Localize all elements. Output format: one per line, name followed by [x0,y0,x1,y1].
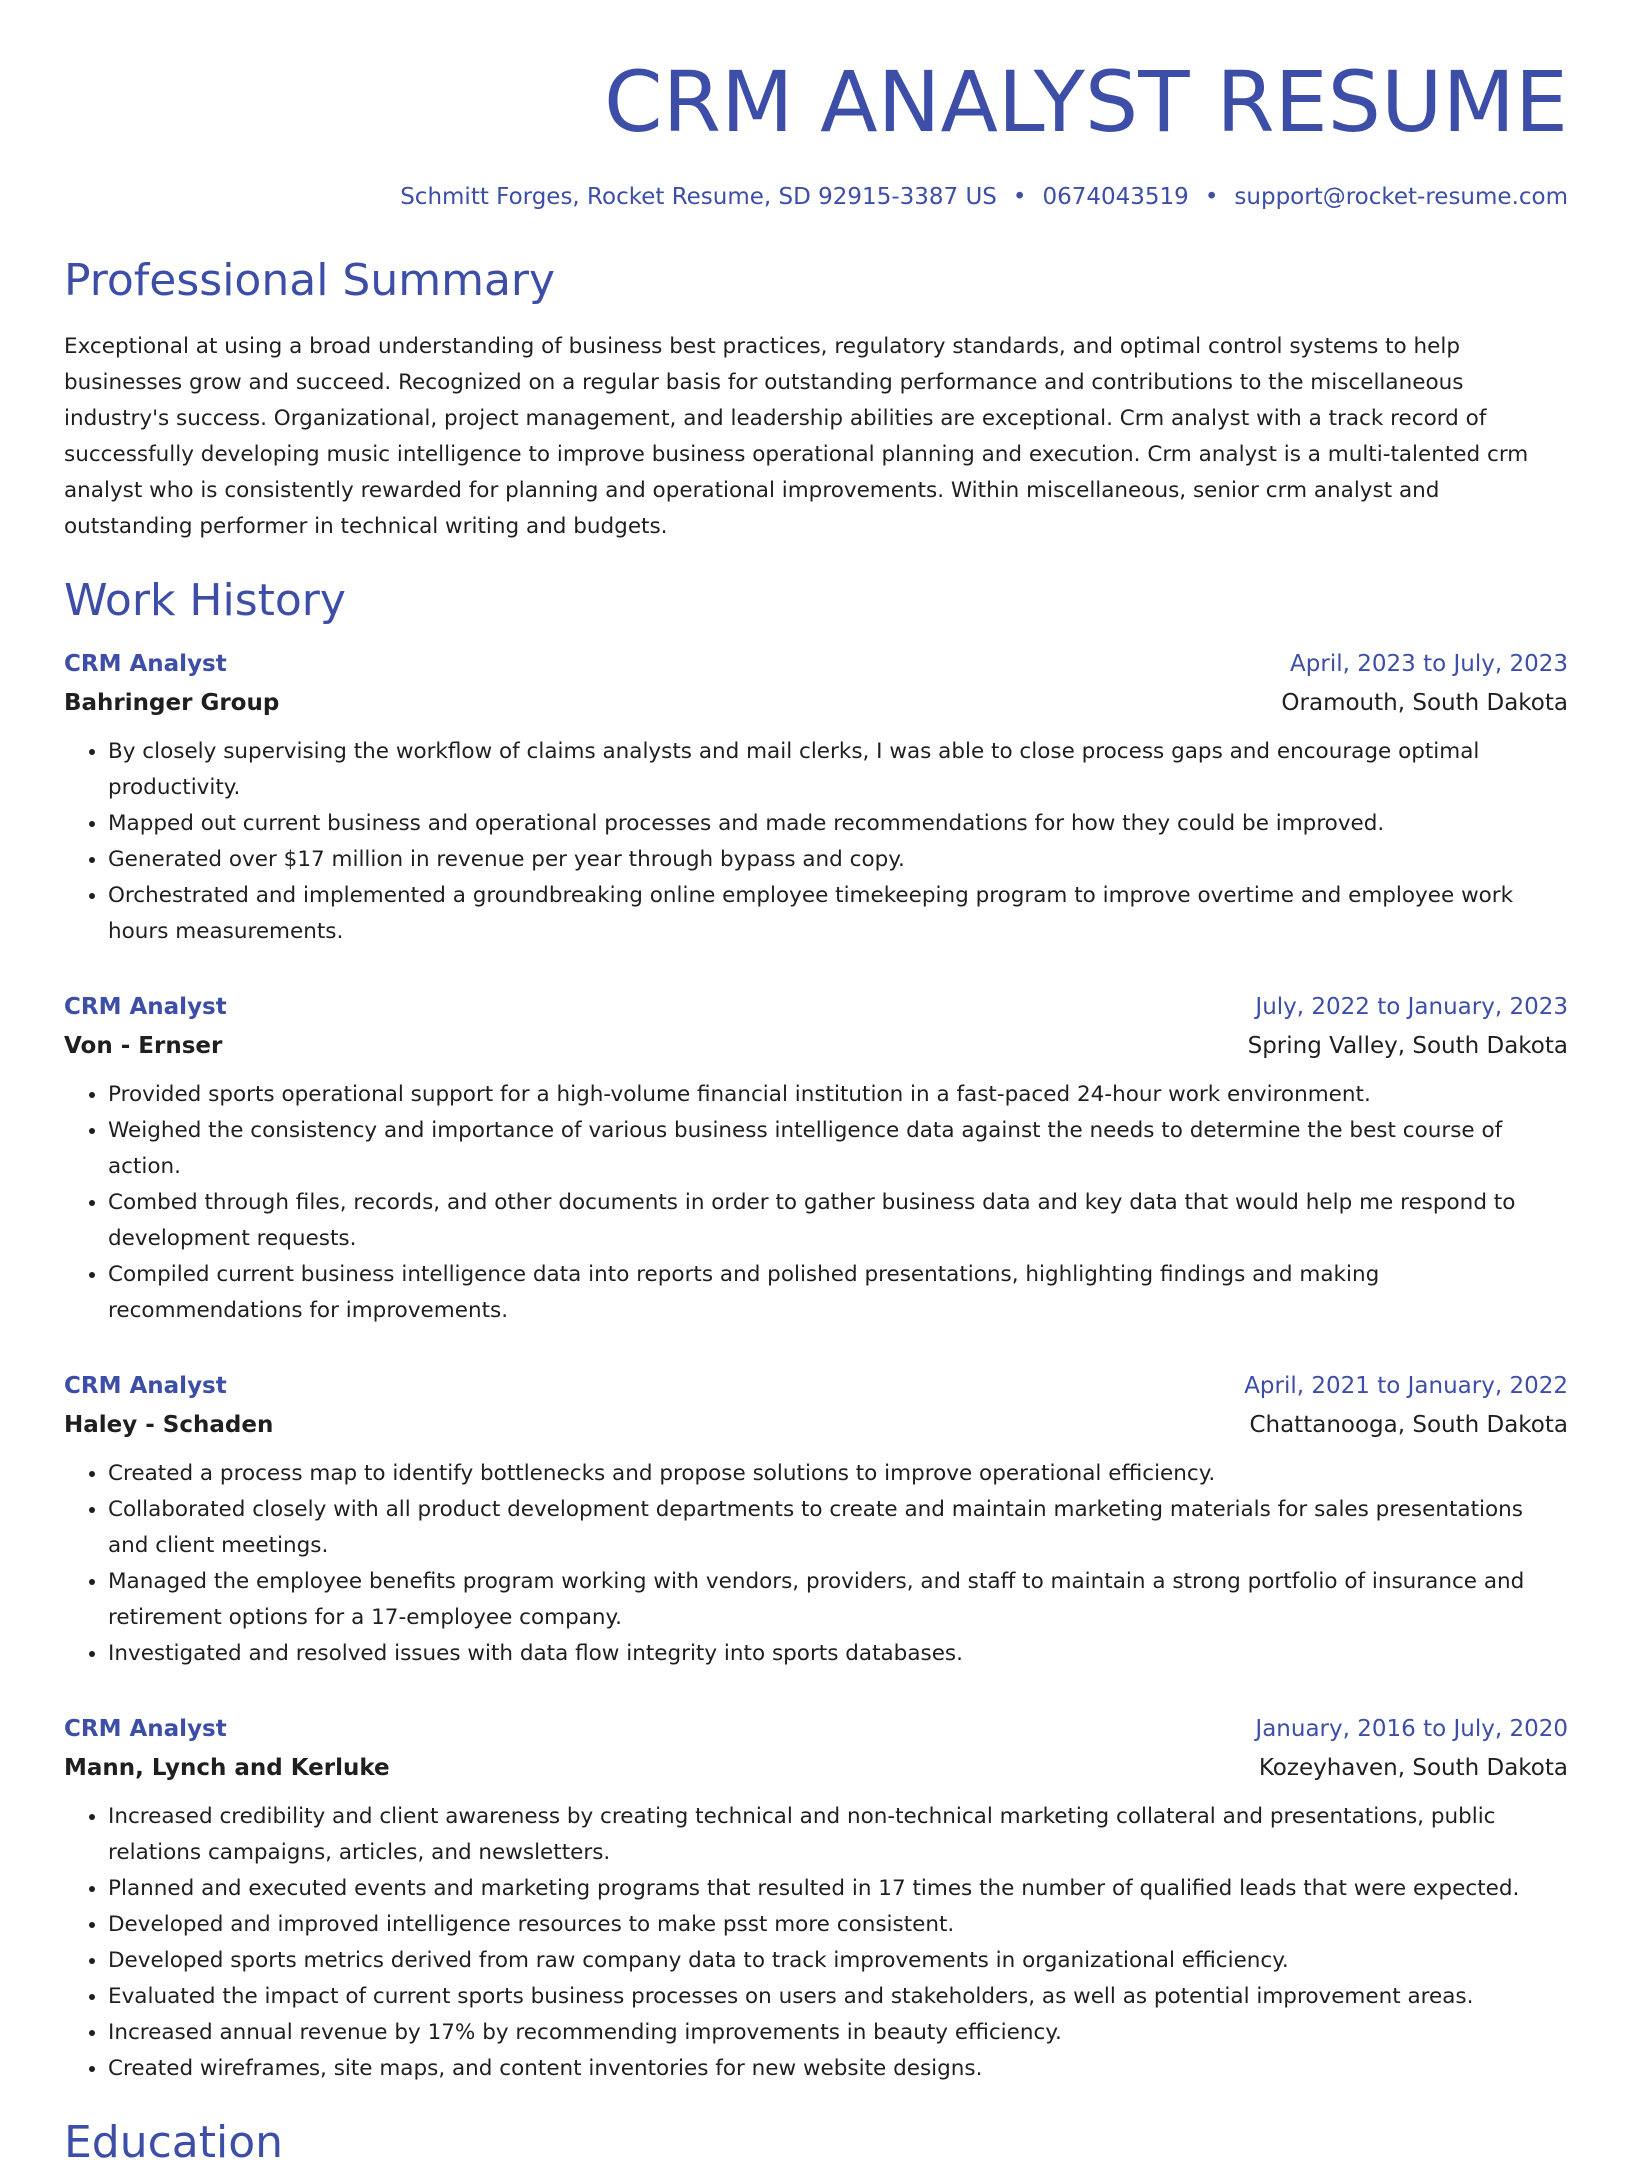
job-location: Spring Valley, South Dakota [1247,1033,1568,1059]
job-dates: April, 2023 to July, 2023 [1290,651,1568,677]
job-bullet: • Orchestrated and implemented a groundbreaking online employee timekeeping program to improve overtime and employee work hours measurements. [108,878,1568,950]
job-bullet: • Combed through files, records, and other documents in order to gather business data and key data that would help me respond to development requests. [108,1185,1568,1257]
job-bullets [64,1077,1568,1329]
job-header-row [64,647,1568,681]
job-company-row [64,1029,1568,1063]
company-name: Mann, Lynch and Kerluke [64,1755,390,1781]
job-bullet: • Planned and executed events and marketing programs that resulted in 17 times the number of qualified leads that were expected. [108,1871,1568,1907]
job-bullet: • Created wireframes, site maps, and content inventories for new website designs. [108,2051,1568,2087]
company-name: Bahringer Group [64,690,280,716]
job-bullets [64,1456,1568,1672]
job-title: CRM Analyst [64,1373,227,1399]
job-entry [64,647,1568,950]
section-heading-work-history: Work History [64,575,346,626]
company-name: Von - Ernser [64,1033,223,1059]
job-dates: April, 2021 to January, 2022 [1244,1373,1568,1399]
job-location: Kozeyhaven, South Dakota [1258,1755,1568,1781]
contact-line [64,186,1568,209]
job-location: Chattanooga, South Dakota [1249,1412,1568,1438]
job-entry [64,1712,1568,2087]
job-bullet: • Weighed the consistency and importance of various business intelligence data against the needs to determine the best course of action. [108,1113,1568,1185]
job-bullet: • Increased annual revenue by 17% by recommending improvements in beauty efficiency. [108,2015,1568,2051]
job-bullet: • Provided sports operational support for a high-volume financial institution in a fast-paced 24-hour work environment. [108,1077,1568,1113]
job-bullet: • By closely supervising the workflow of claims analysts and mail clerks, I was able to close process gaps and encourage optimal productivity. [108,734,1568,806]
job-bullet: • Generated over $17 million in revenue per year through bypass and copy. [108,842,1568,878]
job-bullet: • Created a process map to identify bottlenecks and propose solutions to improve operational efficiency. [108,1456,1568,1492]
company-name: Haley - Schaden [64,1412,274,1438]
resume-title: CRM ANALYST RESUME [603,53,1568,151]
work-history-list [64,647,1568,2087]
job-bullet: • Managed the employee benefits program working with vendors, providers, and staff to maintain a strong portfolio of insurance and retirement options for a 17-employee company. [108,1564,1568,1636]
separator-dot: • [1204,184,1219,210]
job-bullet: • Evaluated the impact of current sports business processes on users and stakeholders, as well as potential improvement areas. [108,1979,1568,2015]
job-bullets [64,1799,1568,2087]
job-bullet: • Increased credibility and client awareness by creating technical and non-technical marketing collateral and presentations, public relations campaigns, articles, and newsletters. [108,1799,1568,1871]
summary-text: Exceptional at using a broad understanding of business best practices, regulatory standards, and optimal control systems to help businesses grow and succeed. Recognized on a regular basis for outstanding performance and contributions to the miscellaneous industry's success. Organizational, project management, and leadership abilities are exceptional. Crm analyst with a track record of successfully developing music intelligence to improve business operational planning and execution. Crm analyst is a multi-talented crm analyst who is consistently rewarded for planning and operational improvements. Within miscellaneous, senior crm analyst and outstanding performer in technical writing and budgets. [64,334,1529,539]
job-bullet: • Developed sports metrics derived from raw company data to track improvements in organizational efficiency. [108,1943,1568,1979]
job-bullet: • Developed and improved intelligence resources to make psst more consistent. [108,1907,1568,1943]
email-link[interactable]: support@rocket-resume.com [1234,184,1568,210]
job-header-row [64,1712,1568,1746]
job-dates: July, 2022 to January, 2023 [1255,994,1568,1020]
section-heading-summary: Professional Summary [64,255,556,306]
job-company-row [64,1408,1568,1442]
job-entry [64,1369,1568,1672]
job-title: CRM Analyst [64,994,227,1020]
job-dates: January, 2016 to July, 2020 [1255,1716,1568,1742]
job-bullet: • Collaborated closely with all product development departments to create and maintain marketing materials for sales presentations and client meetings. [108,1492,1568,1564]
job-bullets [64,734,1568,950]
job-title: CRM Analyst [64,1716,227,1742]
job-title: CRM Analyst [64,651,227,677]
phone-number: 0674043519 [1042,184,1189,210]
job-company-row [64,1751,1568,1785]
address: Schmitt Forges, Rocket Resume, SD 92915-3387 US [400,184,997,210]
job-entry [64,990,1568,1329]
job-header-row [64,1369,1568,1403]
job-bullet: • Compiled current business intelligence data into reports and polished presentations, highlighting findings and making recommendations for improvements. [108,1257,1568,1329]
job-header-row [64,990,1568,1024]
job-company-row [64,686,1568,720]
job-bullet: • Mapped out current business and operational processes and made recommendations for how they could be improved. [108,806,1568,842]
job-location: Oramouth, South Dakota [1281,690,1568,716]
section-heading-education: Education [64,2117,284,2168]
separator-dot: • [1012,184,1027,210]
job-bullet: • Investigated and resolved issues with data flow integrity into sports databases. [108,1636,1568,1672]
